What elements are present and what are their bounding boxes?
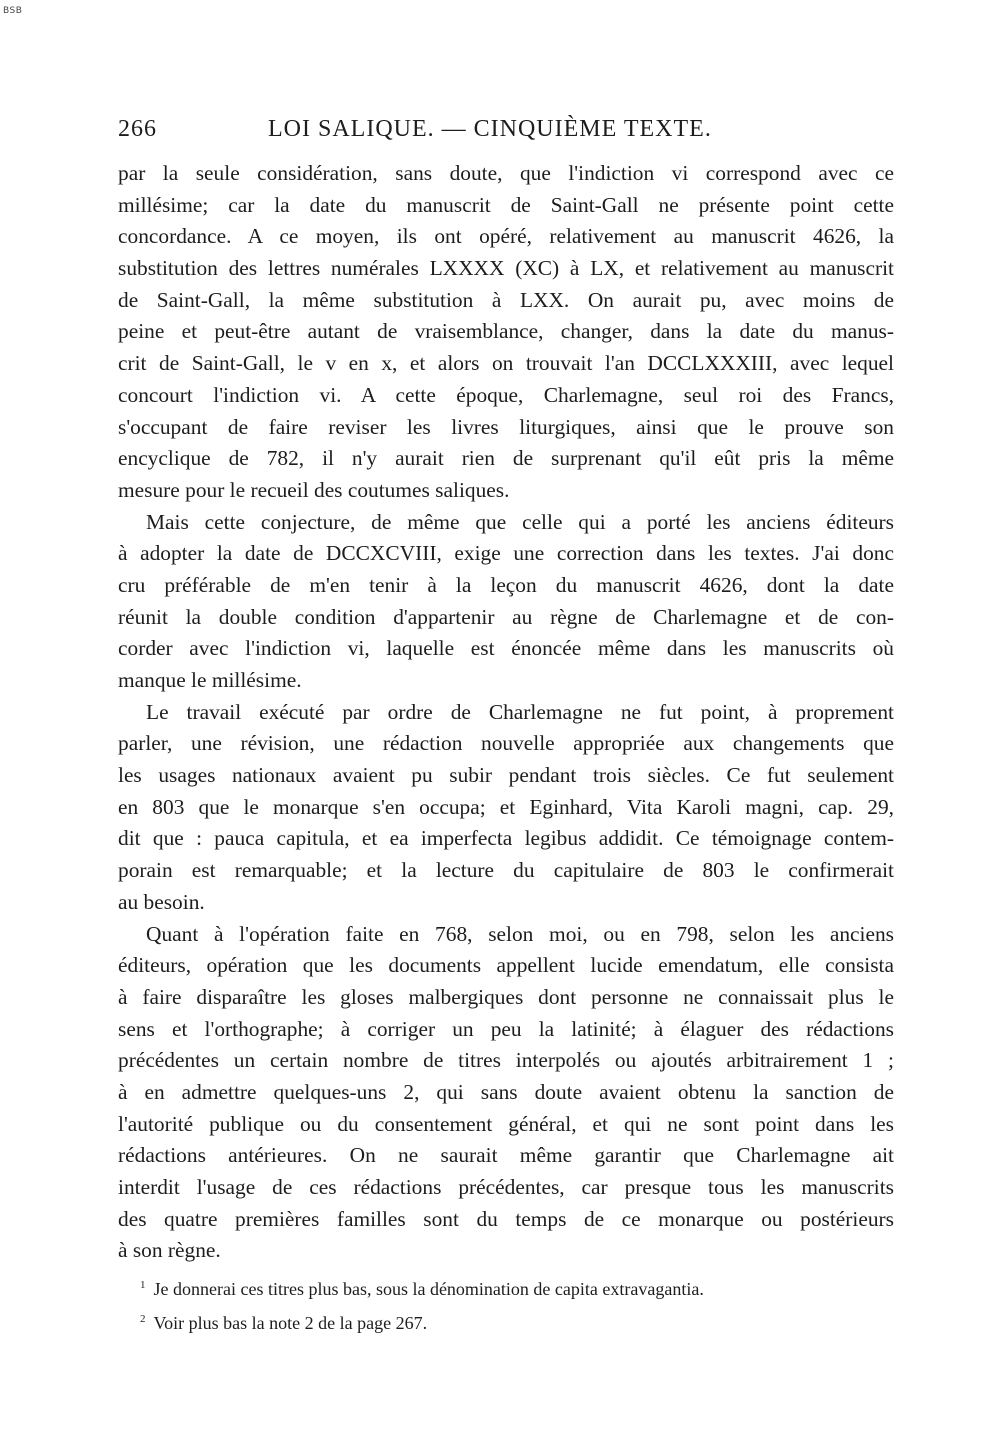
text-line: sens et l'orthographe; à corriger un peu la latinité; à élaguer des rédactions	[118, 1016, 894, 1041]
text-line: millésime; car la date du manuscrit de Saint-Gall ne présente point cette	[118, 192, 894, 217]
page-number: 266	[118, 116, 157, 142]
paragraph	[118, 158, 894, 507]
text-line: à faire disparaître les gloses malbergiques dont personne ne connaissait plus le	[118, 984, 894, 1009]
running-title: LOI SALIQUE. — CINQUIÈME TEXTE.	[268, 116, 712, 142]
footnote-mark: 1	[140, 1279, 146, 1291]
text-line: Mais cette conjecture, de même que celle qui a porté les anciens éditeurs	[146, 509, 894, 534]
text-line: rédactions antérieures. On ne saurait même garantir que Charlemagne ait	[118, 1143, 894, 1168]
footnote	[118, 1270, 894, 1304]
paragraph	[118, 919, 894, 1268]
text-line: corder avec l'indiction vi, laquelle est énoncée même dans les manuscrits où	[118, 636, 894, 661]
text-line: au besoin.	[118, 889, 205, 914]
text-line: de Saint-Gall, la même substitution à LXX. On aurait pu, avec moins de	[118, 287, 894, 312]
text-line: les usages nationaux avaient pu subir pendant trois siècles. Ce fut seulement	[118, 763, 894, 788]
text-line: l'autorité publique ou du consentement général, et qui ne sont point dans les	[118, 1111, 894, 1136]
text-line: à son règne.	[118, 1238, 221, 1263]
library-mark: BSB	[3, 6, 23, 16]
text-line: porain est remarquable; et la lecture du capitulaire de 803 le confirmerait	[118, 858, 894, 883]
text-line: s'occupant de faire reviser les livres liturgiques, ainsi que le prouve son	[118, 414, 894, 439]
text-line: interdit l'usage de ces rédactions précédentes, car presque tous les manuscrits	[118, 1175, 894, 1199]
footnote-mark: 2	[140, 1313, 146, 1325]
text-line: Le travail exécuté par ordre de Charlemagne ne fut point, à proprement	[146, 699, 894, 724]
footnote-text: Voir plus bas la note 2 de la page 267.	[153, 1313, 428, 1333]
paragraph	[118, 697, 894, 919]
text-line: par la seule considération, sans doute, que l'indiction vi correspond avec ce	[118, 161, 894, 185]
text-line: peine et peut-être autant de vraisemblance, changer, dans la date du manus-	[118, 319, 894, 344]
text-line: substitution des lettres numérales LXXXX (XC) à LX, et relativement au manuscrit	[118, 256, 894, 281]
text-line: mesure pour le recueil des coutumes saliques.	[118, 477, 510, 502]
text-line: Quant à l'opération faite en 768, selon moi, ou en 798, selon les anciens	[146, 921, 894, 946]
text-line: des quatre premières familles sont du temps de ce monarque ou postérieurs	[118, 1206, 894, 1231]
footnotes	[118, 1270, 894, 1338]
text-line: cru préférable de m'en tenir à la leçon du manuscrit 4626, dont la date	[118, 572, 894, 597]
body-text	[118, 158, 894, 1267]
text-line: parler, une révision, une rédaction nouvelle appropriée aux changements que	[118, 731, 894, 756]
text-line: crit de Saint-Gall, le v en x, et alors on trouvait l'an DCCLXXXIII, avec lequel	[118, 351, 894, 376]
text-line: en 803 que le monarque s'en occupa; et Eginhard, Vita Karoli magni, cap. 29,	[118, 794, 894, 819]
text-line: éditeurs, opération que les documents appellent lucide emendatum, elle consista	[118, 953, 894, 978]
text-line: précédentes un certain nombre de titres interpolés ou ajoutés arbitrairement 1 ;	[118, 1048, 894, 1073]
text-line: manque le millésime.	[118, 668, 302, 692]
footnote	[118, 1304, 894, 1338]
text-line: encyclique de 782, il n'y aurait rien de surprenant qu'il eût pris la même	[118, 446, 894, 471]
text-line: réunit la double condition d'appartenir au règne de Charlemagne et de con-	[118, 604, 894, 629]
footnote-text: Je donnerai ces titres plus bas, sous la dénomination de capita extravagantia.	[153, 1279, 704, 1299]
text-line: concordance. A ce moyen, ils ont opéré, relativement au manuscrit 4626, la	[118, 224, 894, 249]
page-header	[118, 116, 894, 150]
paragraph	[118, 507, 894, 697]
text-line: à adopter la date de DCCXCVIII, exige une correction dans les textes. J'ai donc	[118, 541, 894, 566]
text-line: dit que : pauca capitula, et ea imperfecta legibus addidit. Ce témoignage contem-	[118, 826, 894, 851]
text-line: à en admettre quelques-uns 2, qui sans doute avaient obtenu la sanction de	[118, 1079, 894, 1104]
text-line: concourt l'indiction vi. A cette époque, Charlemagne, seul roi des Francs,	[118, 382, 894, 407]
